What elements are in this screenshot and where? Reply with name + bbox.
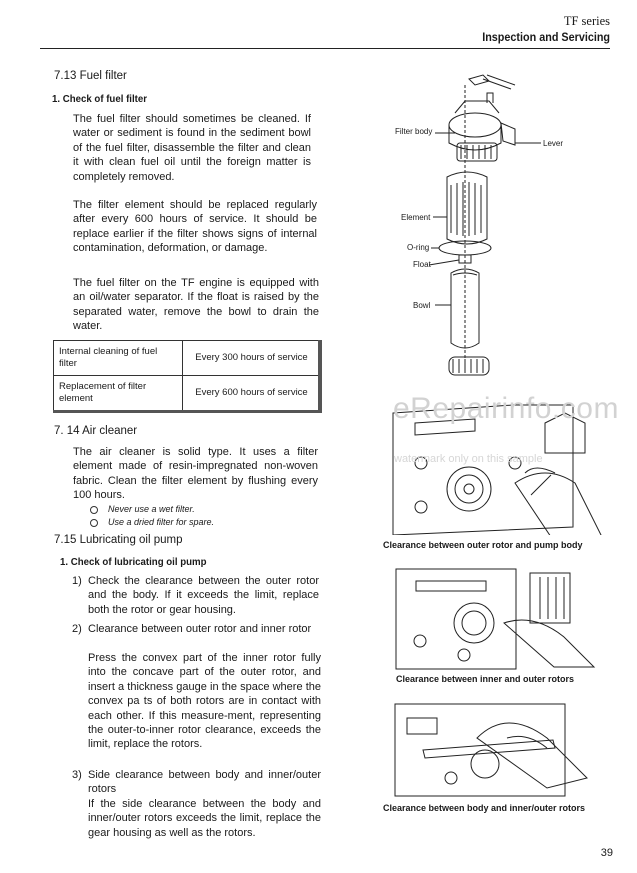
- item-title-side-clearance: Side clearance between body and inner/outer rotors: [88, 769, 321, 796]
- item-number: 1): [72, 575, 82, 587]
- label-element: Element: [401, 213, 431, 222]
- caption-inner-outer-rotors: Clearance between inner and outer rotors: [396, 674, 575, 684]
- table-shadow: [53, 410, 322, 413]
- label-lever: Lever: [543, 139, 564, 148]
- heading-7-13: 7.13 Fuel filter: [54, 70, 127, 82]
- item-body-side-clearance: If the side clearance between the body and inner/outer rotors exceeds the limit, replace the gear housing as well as the rotors.: [88, 798, 321, 839]
- note-wet-filter: [90, 504, 195, 514]
- heading-7-15: 7.15 Lubricating oil pump: [54, 534, 183, 546]
- illustration-side-clearance: [387, 698, 609, 800]
- table-cell-task: Replacement of filter element: [54, 376, 183, 411]
- series-label: TF series: [563, 14, 610, 28]
- note-dried-filter: [90, 517, 214, 527]
- table-shadow: [318, 340, 322, 412]
- label-float: Float: [413, 260, 431, 269]
- label-o-ring: O-ring: [407, 243, 430, 252]
- item-outer-rotor-body: Check the clearance between the outer rotor and the body. If it exceeds the limit, replace both the rotor or gear housing.: [88, 575, 319, 616]
- header-rule: [40, 48, 610, 49]
- illustration-inner-outer-rotor-clearance: [390, 563, 605, 671]
- item-number: 3): [72, 769, 82, 781]
- item-number: 2): [72, 623, 82, 635]
- page-section-title: Inspection and Servicing: [482, 30, 610, 44]
- subheading-check-oil-pump: 1. Check of lubricating oil pump: [60, 556, 207, 568]
- watermark-note: watermark only on this sample: [394, 453, 543, 465]
- item-body-rotor-clearance: Press the convex part of the inner rotor fully into the concave part of the outer rotor, and insert a thickness gauge in the space where the convex pa ts of both rotors are in contact with each other. If this measure-ment, representing the outer-to-inner rotor clearance, exceeds the limit, replace the rotors.: [88, 652, 321, 751]
- paragraph-oil-water-separator: The fuel filter on the TF engine is equipped with an oil/water separator. If the float is raised by the separated water, remove the bowl to drain the water.: [73, 277, 319, 333]
- table-row: [54, 376, 321, 411]
- caption-body-inner-outer-rotors: Clearance between body and inner/outer rotors: [383, 803, 586, 813]
- item-title-rotor-clearance: Clearance between outer rotor and inner rotor: [88, 623, 312, 635]
- paragraph-air-cleaner: The air cleaner is solid type. It uses a filter element made of resin-impregnated non-woven fabric. Clean the filter element by flushing every 100 hours.: [73, 446, 318, 502]
- table-cell-interval: Every 600 hours of service: [183, 376, 321, 411]
- label-bowl: Bowl: [413, 301, 431, 310]
- watermark: eRepairinfo.com: [393, 392, 619, 425]
- paragraph-fuel-filter-cleaning: The fuel filter should sometimes be cleaned. If water or sediment is found in the sediment bowl of the fuel filter, disassemble the filter and clean it with clean fuel oil until the foreign matter is completely removed.: [73, 113, 311, 183]
- paragraph-element-replacement: The filter element should be replaced regularly after every 600 hours of service. It should be replace earlier if the filter shows signs of internal contamination, deformation, or damage.: [73, 199, 317, 255]
- page-number: 39: [600, 847, 613, 859]
- subheading-check-fuel-filter: 1. Check of fuel filter: [52, 93, 148, 105]
- table-cell-task: Internal cleaning of fuel filter: [54, 341, 183, 376]
- fuel-filter-exploded-diagram: [395, 65, 595, 395]
- service-interval-table: [53, 340, 321, 411]
- bullet-circle-icon: [90, 506, 98, 514]
- bullet-circle-icon: [90, 519, 98, 527]
- label-filter-body: Filter body: [395, 127, 433, 136]
- table-cell-interval: Every 300 hours of service: [183, 341, 321, 376]
- note-text: Use a dried filter for spare.: [108, 517, 215, 527]
- table-row: [54, 341, 321, 376]
- heading-7-14: 7. 14 Air cleaner: [54, 425, 138, 437]
- caption-outer-rotor-pump-body: Clearance between outer rotor and pump body: [383, 540, 583, 550]
- note-text: Never use a wet filter.: [108, 504, 195, 514]
